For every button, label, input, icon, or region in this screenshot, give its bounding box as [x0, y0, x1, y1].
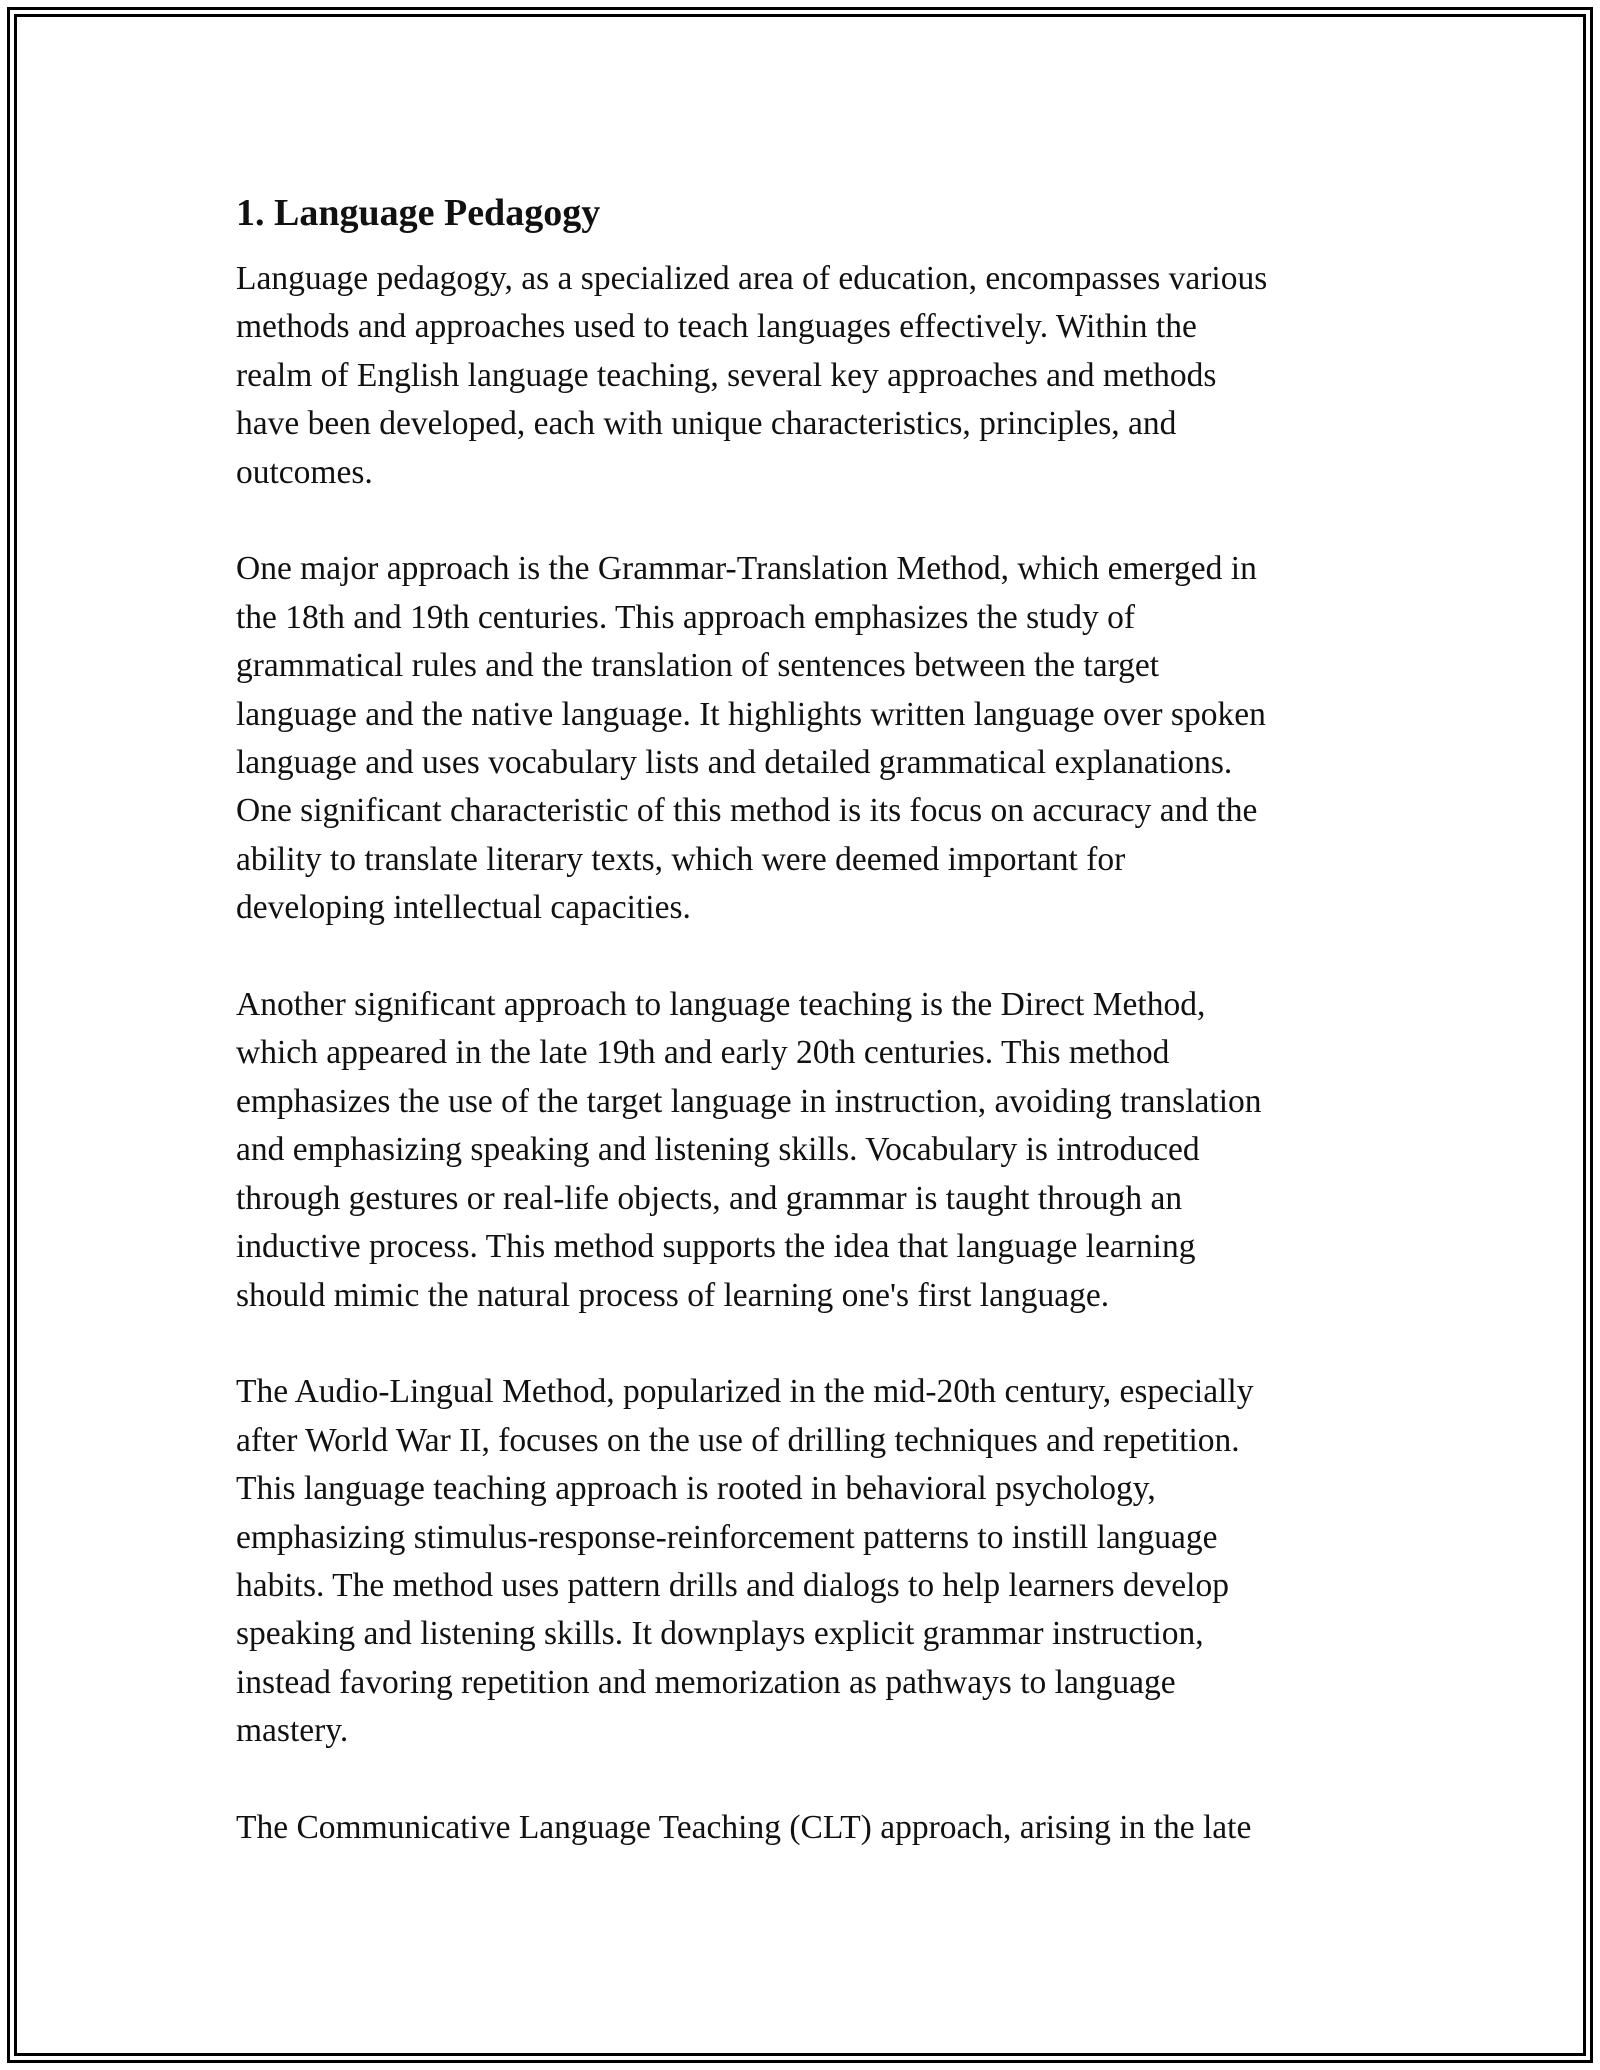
text-line: language and uses vocabulary lists and detailed grammatical explanations. — [236, 744, 1233, 782]
text-line: One major approach is the Grammar-Translation Method, which emerged in — [236, 550, 1257, 588]
section-heading: 1. Language Pedagogy — [236, 192, 601, 234]
text-line: have been developed, each with unique characteristics, principles, and — [236, 405, 1177, 443]
text-line: methods and approaches used to teach languages effectively. Within the — [236, 308, 1197, 346]
text-line: habits. The method uses pattern drills and dialogs to help learners develop — [236, 1566, 1229, 1604]
text-line: emphasizes the use of the target language in instruction, avoiding translation — [236, 1082, 1262, 1120]
paragraph-intro — [236, 255, 1396, 497]
text-line: Another significant approach to language teaching is the Direct Method, — [236, 986, 1206, 1024]
document-body — [236, 183, 1396, 1901]
text-line: language and the native language. It highlights written language over spoken — [236, 695, 1266, 733]
text-line: emphasizing stimulus-response-reinforcement patterns to instill language — [236, 1518, 1218, 1556]
text-line: should mimic the natural process of learning one's first language. — [236, 1276, 1110, 1314]
text-line: speaking and listening skills. It downplays explicit grammar instruction, — [236, 1615, 1204, 1653]
text-line: instead favoring repetition and memorization as pathways to language — [236, 1663, 1176, 1701]
paragraph-clt — [236, 1804, 1396, 1852]
text-line: realm of English language teaching, several key approaches and methods — [236, 356, 1217, 394]
text-line: The Audio-Lingual Method, popularized in the mid-20th century, especially — [236, 1373, 1254, 1411]
paragraph-grammar-translation — [236, 545, 1396, 932]
text-line: and emphasizing speaking and listening skills. Vocabulary is introduced — [236, 1131, 1200, 1169]
text-line: which appeared in the late 19th and early 20th centuries. This method — [236, 1034, 1170, 1072]
text-line: developing intellectual capacities. — [236, 889, 691, 927]
paragraph-audio-lingual — [236, 1368, 1396, 1755]
text-line: outcomes. — [236, 453, 373, 491]
text-line: The Communicative Language Teaching (CLT) approach, arising in the late — [236, 1808, 1252, 1846]
text-line: grammatical rules and the translation of sentences between the target — [236, 647, 1160, 685]
text-line: through gestures or real-life objects, and grammar is taught through an — [236, 1179, 1183, 1217]
text-line: Language pedagogy, as a specialized area of education, encompasses various — [236, 260, 1268, 297]
text-line: mastery. — [236, 1712, 349, 1750]
paragraph-direct-method — [236, 981, 1396, 1320]
text-line: inductive process. This method supports the idea that language learning — [236, 1228, 1196, 1266]
text-line: after World War II, focuses on the use of drilling techniques and repetition. — [236, 1421, 1240, 1459]
text-line: One significant characteristic of this method is its focus on accuracy and the — [236, 792, 1258, 830]
text-line: ability to translate literary texts, which were deemed important for — [236, 840, 1126, 878]
text-line: This language teaching approach is rooted in behavioral psychology, — [236, 1470, 1156, 1508]
text-line: the 18th and 19th centuries. This approach emphasizes the study of — [236, 598, 1136, 636]
